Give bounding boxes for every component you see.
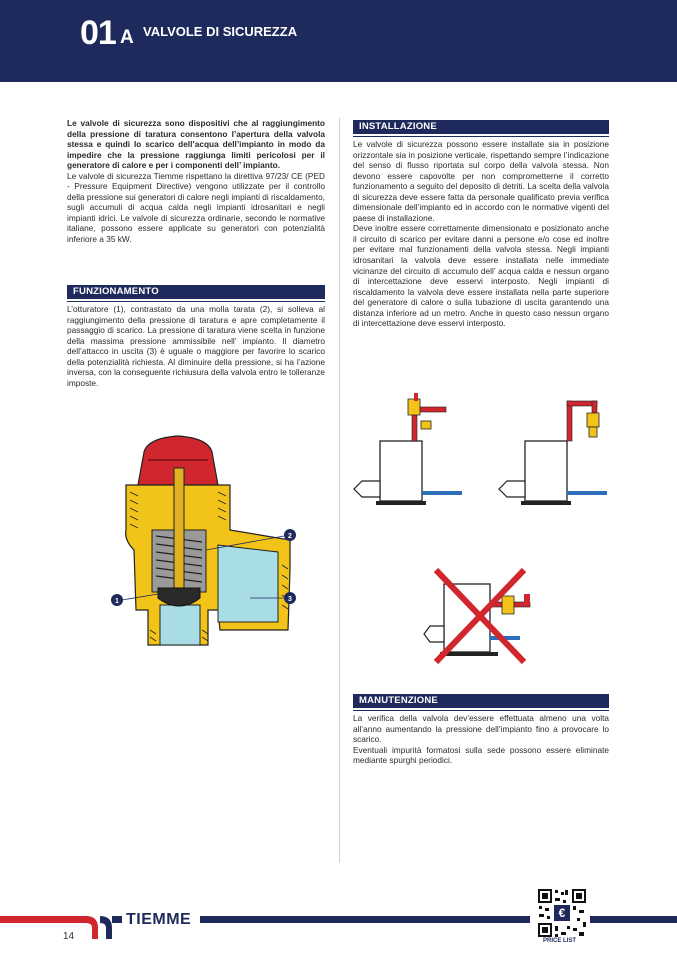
page-number: 14 — [63, 931, 75, 942]
intro-bold: Le valvole di sicurezza sono dispositivi che al raggiungimento della pressione di taratura consentono l’apertura della valvola stessa e quindi lo scarico dell’acqua dell’impianto in modo da impedire che la pressione raggiunga limiti pericolosi per il generatore di calore e per i componenti dell’ impianto. — [67, 118, 325, 171]
section-number: 01 — [80, 14, 116, 52]
valve-cross-section-diagram — [100, 430, 310, 660]
section-header-funzionamento: FUNZIONAMENTO — [67, 285, 325, 299]
column-divider — [339, 118, 340, 863]
installation-diagram-correct-2 — [495, 385, 635, 515]
installazione-text — [353, 139, 609, 329]
section-suffix: A — [120, 27, 134, 48]
valve-outlet — [218, 545, 278, 622]
callout-2: 2 — [288, 533, 292, 540]
installation-diagram-correct-1 — [350, 385, 490, 515]
callout-3: 3 — [288, 596, 292, 603]
valve-stem — [174, 468, 184, 588]
qr-label: PRICE LIST — [543, 938, 577, 944]
intro-text — [67, 118, 325, 245]
section-header-installazione: INSTALLAZIONE — [353, 120, 609, 134]
qr-code[interactable] — [537, 888, 587, 938]
brand-logo: TIEMME — [126, 911, 192, 928]
installation-diagram-wrong — [420, 562, 550, 672]
funzionamento-paragraph: L’otturatore (1), contrastato da una molla tarata (2), si solleva al raggiungimento della pressione di taratura e apre completamente il passaggio di scarico. La pressione di taratura viene scelta in funzione della massima pressione ammissibile nell’ impianto. Il diametro dell’attacco in uscita (3) è uguale o maggiore per favorire lo scarico della potenzialità richiesta. Al diminuire della pressione, si ha l’azione inversa, con la conseguente richiusura della valvola entro le tolleranze imposte. — [67, 304, 325, 388]
installazione-paragraph-2: Deve inoltre essere correttamente dimensionato e posizionato anche il circuito di scarico per evitare danni a persone e/o cose ed inoltre per evitare mal funzionamenti della valvola stessa. Negli impianti idrosanitari la valvola deve essere installata nelle immediate vicinanze del circuito di accumulo dell’ acqua calda e nessun organo di intercettazione deve esservi interposto. Negli impianti di riscaldamento la valvola deve essere installata nella parte superiore del generatore di calore o sulla tubazione di uscita garantendo una distanza inferiore ad un metro. Anche in questo caso nessun organo di intercettazione deve esservi interposto. — [353, 223, 609, 329]
qr-euro-symbol: € — [558, 906, 566, 920]
manutenzione-paragraph-1: La verifica della valvola dev’essere effettuata almeno una volta all’anno aumentando la pressione dell’impianto fino a provocare lo scarico. — [353, 713, 609, 745]
installazione-paragraph-1: Le valvole di sicurezza possono essere installate sia in posizione orizzontale sia in posizione verticale, rispettando sempre l’indicazione del senso di flusso riportata sul corpo della valvola stessa. Non devono essere capovolte per non comprometterne il corretto funzionamento a seguito del deposito di detriti. La scelta della valvola di sicurezza deve essere fatta da personale qualificato previa verifica dimensionale dell’impianto ed in accordo con le normative vigenti del paese di installazione. — [353, 139, 609, 223]
section-header-manutenzione: MANUTENZIONE — [353, 694, 609, 708]
manutenzione-text — [353, 713, 609, 766]
page-title: VALVOLE DI SICUREZZA — [143, 24, 298, 39]
funzionamento-text — [67, 304, 325, 388]
valve-inlet — [160, 605, 200, 645]
page-header — [0, 0, 677, 82]
callout-1: 1 — [115, 598, 119, 605]
intro-paragraph: Le valvole di sicurezza Tiemme rispettano la direttiva 97/23/ CE (PED - Pressure Equipment Directive) vengono utilizzate per il controllo della pressione sui generatori di calore negli impianti di riscaldamento, sugli accumuli di acqua calda negli impianti idrosanitari e negli impianti idrici. Le valvole di sicurezza ordinarie, secondo le normative italiane, possono essere applicate su generatori con potenzialità inferiore a 35 kW. — [67, 170, 325, 245]
manutenzione-paragraph-2: Eventuali impurità formatosi sulla sede possono essere eliminate mediante spurghi periodici. — [353, 744, 609, 766]
